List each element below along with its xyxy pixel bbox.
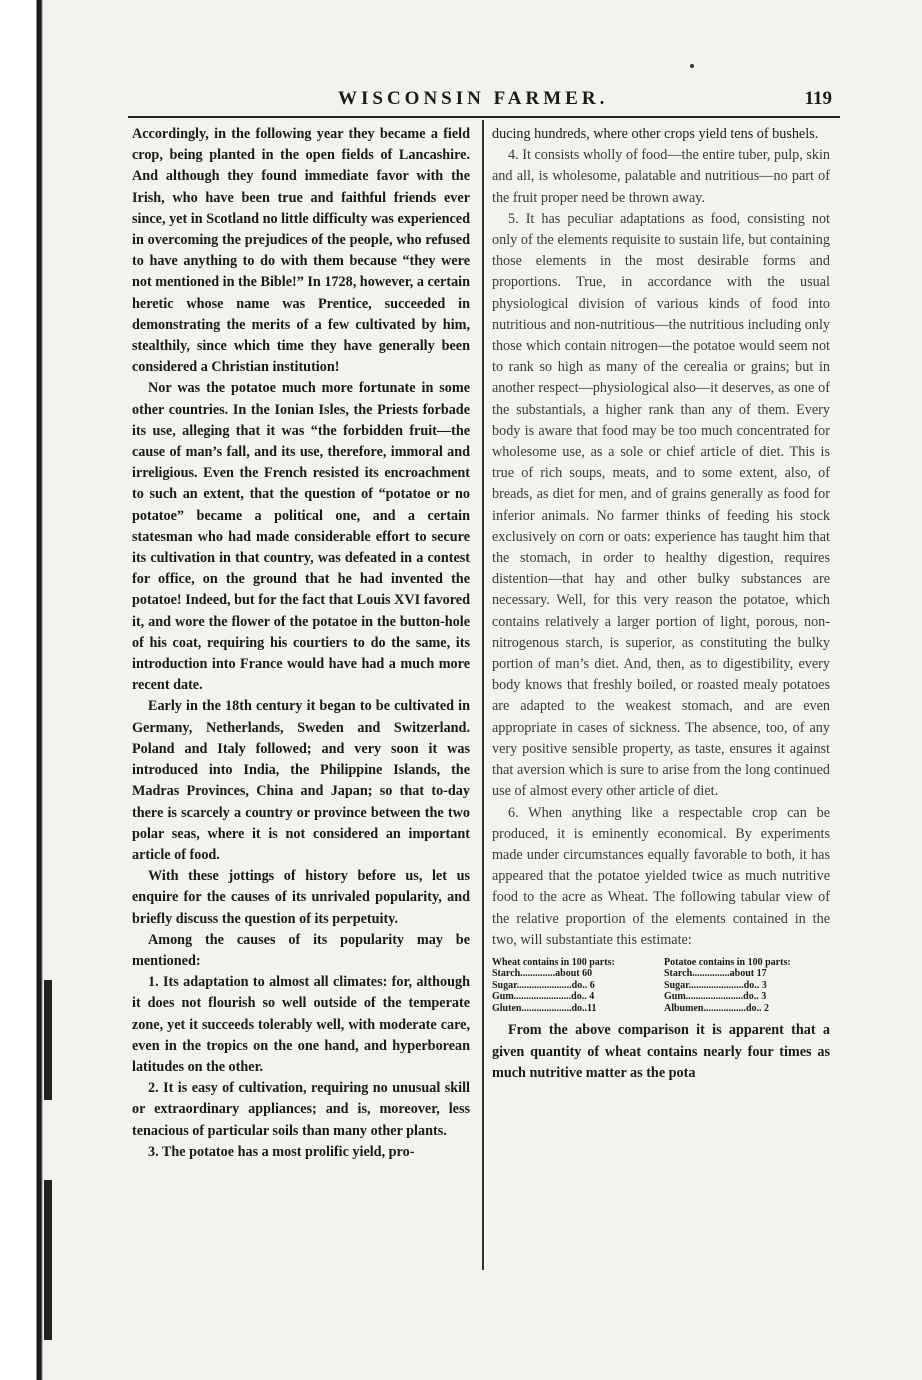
paragraph: 6. When anything like a respectable crop can be produced, it is eminently economical. By experiments made under circumstances equally favorable to both, it has appeared that the potatoe yielded twice as much nutritive food to the acre as Wheat. The following tabular view of the relative proportion of the elements contained in the two, will substantiate this estimate:: [492, 804, 830, 948]
table-row: [492, 991, 830, 1003]
table-row: [492, 980, 830, 992]
paragraph: 4. It consists wholly of food—the entire tuber, pulp, skin and all, is wholesome, palatable and nutritious—no part of the fruit proper need be thrown away.: [492, 147, 830, 206]
left-column: [132, 124, 470, 1163]
composition-table: [492, 957, 830, 1015]
page-number: 119: [804, 88, 832, 109]
table-cell: Wheat contains in 100 parts:: [492, 956, 615, 968]
table-cell: Starch...............about 17: [664, 968, 767, 980]
table-row: [492, 1003, 830, 1015]
header-rule: [128, 116, 840, 118]
table-cell: Gum.......................do.. 4: [492, 991, 595, 1003]
table-cell: Gum.......................do.. 3: [664, 991, 767, 1003]
paragraph: Accordingly, in the following year they became a field crop, being planted in the open fields of Lancashire. And although they found immediate favor with the Irish, who have been true and faithful friends ever since, yet in Scotland no little difficulty was experienced in overcoming the prejudices of the people, who refused to have anything to do with them because “they were not mentioned in the Bible!” In 1728, however, a certain heretic whose name was Prentice, succeeded in demonstrating the merits of a few cultivated by him, stealthily, since which time they have generally been considered a Christian institution!: [132, 126, 470, 376]
paragraph: Among the causes of its popularity may be mentioned:: [132, 931, 470, 969]
right-column: [492, 124, 830, 1084]
paragraph: Early in the 18th century it began to be cultivated in Germany, Netherlands, Sweden and Switzerland. Poland and Italy followed; and very soon it was introduced into India, the Philippine Islands, the Madras Provinces, China and Japan; so that to-day there is scarcely a country or province between the two polar seas, where it is not considered an important article of food.: [132, 698, 470, 863]
table-cell: Sugar......................do.. 3: [664, 979, 767, 991]
paragraph: From the above comparison it is apparent that a given quantity of wheat contains nearly four times as much nutritive matter as the pota: [492, 1022, 830, 1081]
column-divider: [482, 120, 484, 1270]
table-cell: Gluten....................do..11: [492, 1002, 597, 1014]
ink-speck: [690, 64, 694, 68]
paragraph: With these jottings of history before us, let us enquire for the causes of its unrivaled popularity, and briefly discuss the question of its perpetuity.: [132, 868, 470, 927]
book-binding-edge: [0, 0, 58, 1380]
paragraph: Nor was the potatoe much more fortunate in some other countries. In the Ionian Isles, the Priests forbade its use, alleging that it was “the forbidden fruit—the cause of man’s fall, and its use, therefore, immoral and irreligious. Even the French resisted its encroachment to such an extent, that the question of “potatoe or no potatoe” became a political one, and a certain statesman who had made considerable effort to secure its cultivation in that country, was defeated in a contest for office, on the ground that he had invented the potatoe! Indeed, but for the fact that Louis XVI favored it, and wore the flower of the potatoe in the button-hole of his coat, requiring his courtiers to do the same, its introduction into France would have had a much more recent date.: [132, 380, 470, 694]
table-row: [492, 968, 830, 980]
paragraph: ducing hundreds, where other crops yield tens of bushels.: [492, 126, 819, 142]
page-header: [128, 88, 840, 114]
table-cell: Starch..............about 60: [492, 968, 593, 980]
table-cell: Albumen.................do.. 2: [664, 1002, 770, 1014]
paragraph: 2. It is easy of cultivation, requiring no unusual skill or extraordinary appliances; and is, moreover, less tenacious of particular soils than many other plants.: [132, 1080, 470, 1139]
paragraph: 1. Its adaptation to almost all climates: for, although it does not flourish so well outside of the temperate zone, yet it succeeds tolerably well, with moderate care, even in the tropics on the one hand, and hyperborean latitudes on the other.: [132, 974, 470, 1075]
running-title: WISCONSIN FARMER.: [338, 88, 609, 109]
table-header-row: [492, 957, 830, 969]
table-cell: Sugar......................do.. 6: [492, 979, 595, 991]
paragraph: 5. It has peculiar adaptations as food, consisting not only of the elements requisite to sustain life, but containing those elements in the most desirable forms and proportions. True, in accordance with the usual physiological division of various kinds of food into nutritious and non-nutritious—the nutritious including only those which contain nitrogen—the potatoe would seem not to rank so high as many of the cerealia or grains; but in another respect—physiological also—it deserves, as one of the substantials, a higher rank than any of them. Every body is aware that food may be too much concentrated for wholesome use, as a sole or chief article of diet. This is true of rich soups, meats, and to some extent, also, of breads, as diet for men, and of grains generally as food for inferior animals. No farmer thinks of feeding his stock exclusively on corn or oats: experience has taught him that the stomach, in order to healthy digestion, requires distention—that hay and other bulky substances are necessary. Well, for this very reason the potatoe, which contains relatively a larger portion of light, porous, non-nitrogenous starch, is superior, as constituting the bulky portion of man’s diet. And, then, as to digestibility, every body knows that freshly boiled, or roasted mealy potatoes are adapted to the weakest stomach, and are even appropriate in cases of sickness. The absence, too, of any very positive sensible property, as taste, ensures it against that aversion which is sure to arise from the long continued use of almost every other article of diet.: [492, 210, 830, 800]
paragraph: 3. The potatoe has a most prolific yield, pro-: [148, 1143, 415, 1160]
table-cell: Potatoe contains in 100 parts:: [664, 956, 791, 968]
